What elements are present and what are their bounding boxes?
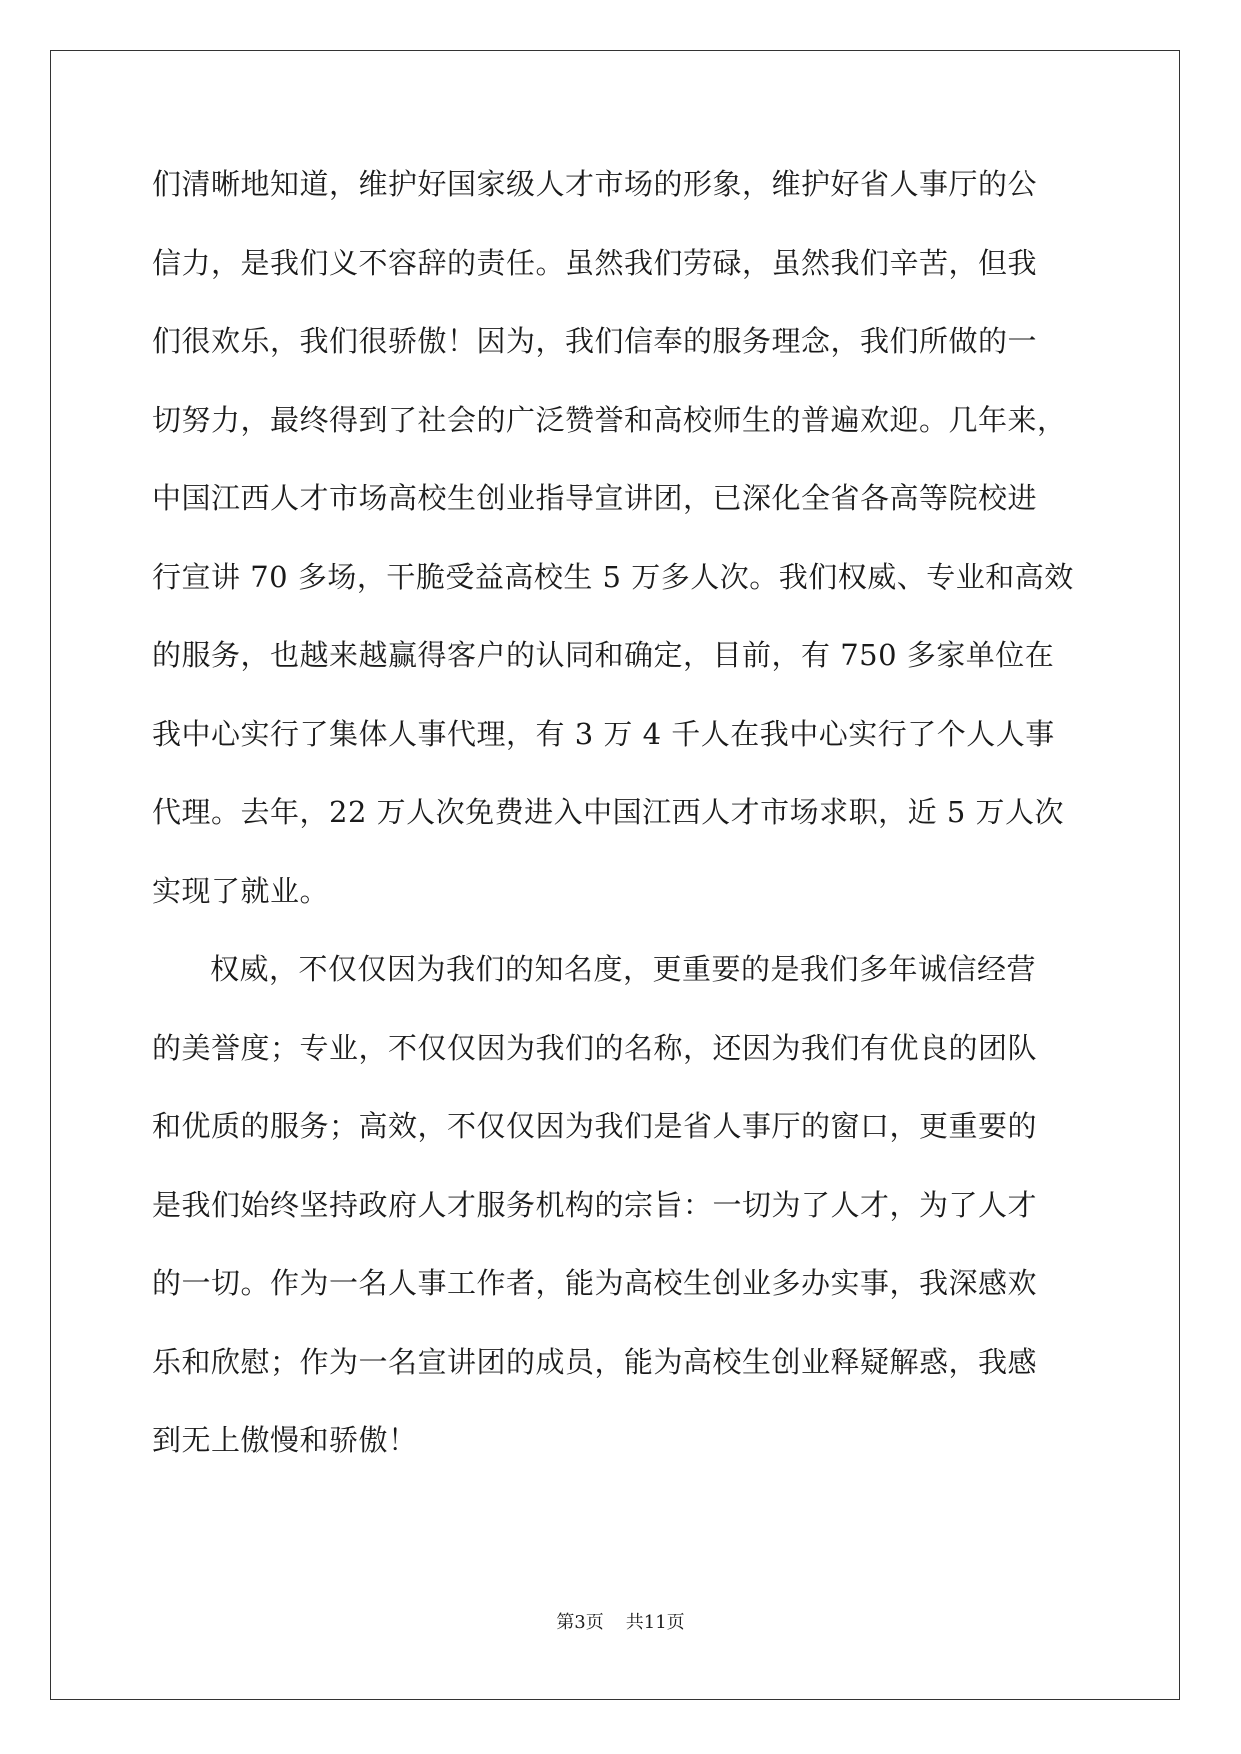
text-line: 是我们始终坚持政府人才服务机构的宗旨：一切为了人才，为了人才 [152, 1187, 1038, 1222]
text-line: 信力，是我们义不容辞的责任。虽然我们劳碌，虽然我们辛苦，但我 [152, 245, 1038, 280]
text-line: 的美誉度；专业，不仅仅因为我们的名称，还因为我们有优良的团队 [152, 1030, 1038, 1065]
text-line: 乐和欣慰；作为一名宣讲团的成员，能为高校生创业释疑解惑，我感 [152, 1344, 1038, 1379]
text-line: 行宣讲 70 多场，干脆受益高校生 5 万多人次。我们权威、专业和高效 [152, 559, 1074, 594]
text-line: 的一切。作为一名人事工作者，能为高校生创业多办实事，我深感欢 [152, 1266, 1038, 1300]
document-body [152, 155, 1092, 1490]
page-number-current: 第3页 [556, 1612, 604, 1633]
page-footer [0, 1611, 1241, 1635]
text-line: 切努力，最终得到了社会的广泛赞誉和高校师生的普遍欢迎。几年来， [152, 402, 1067, 437]
text-line: 我中心实行了集体人事代理，有 3 万 4 千人在我中心实行了个人人事 [152, 716, 1055, 751]
text-line: 们很欢乐，我们很骄傲！因为，我们信奉的服务理念，我们所做的一 [152, 324, 1038, 358]
text-line: 们清晰地知道，维护好国家级人才市场的形象，维护好省人事厅的公 [152, 167, 1038, 201]
text-line: 代理。去年，22 万人次免费进入中国江西人才市场求职，近 5 万人次 [152, 795, 1065, 829]
text-line: 和优质的服务；高效，不仅仅因为我们是省人事厅的窗口，更重要的 [152, 1109, 1038, 1143]
text-line: 实现了就业。 [152, 873, 330, 908]
page-number-total: 共11页 [625, 1612, 685, 1633]
paragraph-start-line: 权威，不仅仅因为我们的知名度，更重要的是我们多年诚信经营 [210, 952, 1037, 986]
text-line: 到无上傲慢和骄傲！ [152, 1423, 418, 1457]
text-line: 的服务，也越来越赢得客户的认同和确定，目前，有 750 多家单位在 [152, 638, 1055, 672]
text-line: 中国江西人才市场高校生创业指导宣讲团，已深化全省各高等院校进 [152, 481, 1038, 515]
